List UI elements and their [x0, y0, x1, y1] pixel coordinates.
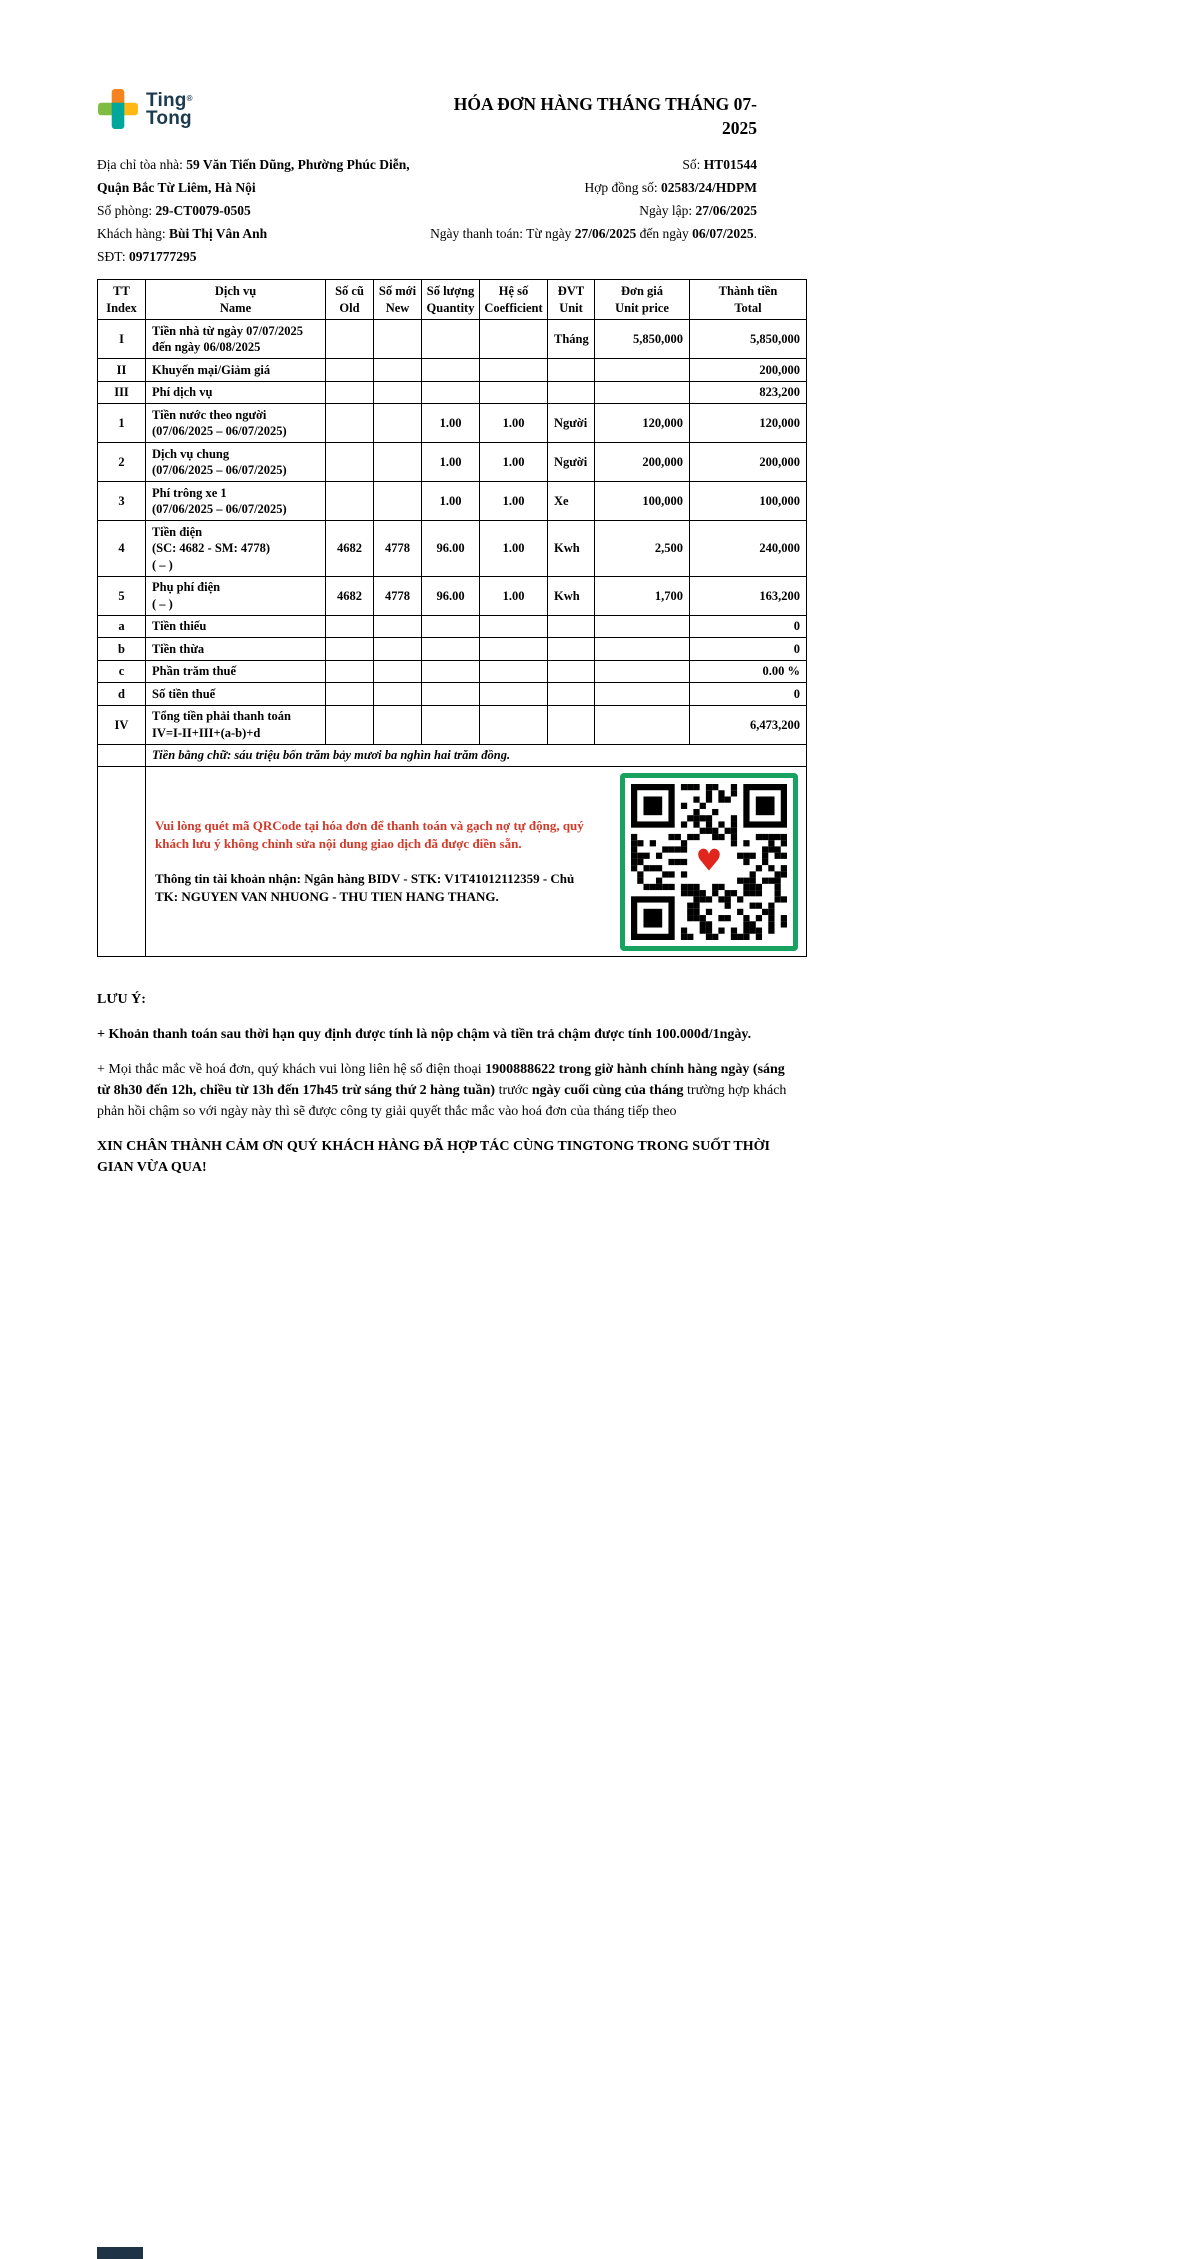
row-water: [98, 404, 807, 443]
cell-total: 0.00 %: [690, 660, 807, 683]
col-old: Số cũ Old: [326, 280, 374, 320]
cell-old: 4682: [326, 521, 374, 577]
cell-index: I: [98, 320, 146, 359]
cell-unit: Người: [548, 404, 595, 443]
cell-coefficient: [480, 615, 548, 638]
cell-old: [326, 683, 374, 706]
cell-index: IV: [98, 705, 146, 744]
qr-payment-note: Vui lòng quét mã QRCode tại hóa đơn để thanh toán và gạch nợ tự động, quý khách lưu ý không chỉnh sửa nội dung giao dịch đã được điền sẵn.: [155, 817, 584, 852]
cell-coefficient: [480, 683, 548, 706]
qr-instructions: [152, 817, 586, 907]
cell-service: Phí dịch vụ: [146, 381, 326, 404]
cell-new: [374, 443, 422, 482]
row-common-service: [98, 443, 807, 482]
customer-phone: SĐT: 0971777295: [97, 249, 197, 265]
cell-unit: Kwh: [548, 576, 595, 615]
invoice-info-right: [430, 153, 757, 268]
registered-mark: ®: [186, 94, 193, 103]
cell-unit-price: [595, 660, 690, 683]
cell-old: [326, 705, 374, 744]
cell-index: [98, 767, 146, 957]
row-shortage: [98, 615, 807, 638]
col-index: TT Index: [98, 280, 146, 320]
cell-service: Tiền điện (SC: 4682 - SM: 4778) ( – ): [146, 521, 326, 577]
cell-service: Phụ phí điện ( – ): [146, 576, 326, 615]
cell-unit: Tháng: [548, 320, 595, 359]
cell-new: [374, 482, 422, 521]
cell-quantity: [422, 660, 480, 683]
tingtong-logo: [97, 88, 193, 130]
cell-total: 200,000: [690, 359, 807, 382]
cell-coefficient: 1.00: [480, 404, 548, 443]
row-grand-total: [98, 705, 807, 744]
cell-quantity: 1.00: [422, 404, 480, 443]
cell-new: 4778: [374, 576, 422, 615]
contact-note: + Mọi thắc mắc về hoá đơn, quý khách vui lòng liên hệ số điện thoại 1900888622 trong giờ hành chính hàng ngày (sáng từ 8h30 đến 12h, chiều từ 13h đến 17h45 trừ sáng thứ 2 hàng tuần) trước ngày cuối cùng của tháng trường hợp khách phản hồi chậm so với ngày này thì sẽ được công ty giải quyết thắc mắc vào hoá đơn của tháng tiếp theo: [97, 1062, 787, 1120]
cell-service: Tiền thiếu: [146, 615, 326, 638]
cell-old: [326, 404, 374, 443]
cell-quantity: [422, 683, 480, 706]
invoice-table: [97, 279, 807, 957]
cell-total: 0: [690, 683, 807, 706]
qr-code: [620, 773, 798, 951]
cell-total: 6,473,200: [690, 705, 807, 744]
cell-total: 0: [690, 638, 807, 661]
cell-old: [326, 638, 374, 661]
cell-unit-price: [595, 638, 690, 661]
cell-new: [374, 615, 422, 638]
cell-old: [326, 482, 374, 521]
cell-service: Tổng tiền phải thanh toán IV=I-II+III+(a-b)+d: [146, 705, 326, 744]
cell-old: [326, 615, 374, 638]
cell-index: II: [98, 359, 146, 382]
cell-coefficient: 1.00: [480, 521, 548, 577]
row-tax-amount: [98, 683, 807, 706]
cell-total: 100,000: [690, 482, 807, 521]
logo-wordmark: Ting® Tong: [146, 90, 193, 129]
cell-index: 3: [98, 482, 146, 521]
cell-unit: Người: [548, 443, 595, 482]
cell-new: 4778: [374, 521, 422, 577]
col-unit: ĐVT Unit: [548, 280, 595, 320]
cell-total: 163,200: [690, 576, 807, 615]
thanks-note: XIN CHÂN THÀNH CẢM ƠN QUÝ KHÁCH HÀNG ĐÃ HỢP TÁC CÙNG TINGTONG TRONG SUỐT THỜI GIAN VỪA QUA!: [97, 1139, 770, 1176]
customer-name: Khách hàng: Bùi Thị Vân Anh: [97, 226, 268, 242]
cell-new: [374, 359, 422, 382]
cell-unit-price: 2,500: [595, 521, 690, 577]
col-quantity: Số lượng Quantity: [422, 280, 480, 320]
cell-unit-price: [595, 359, 690, 382]
cell-unit: [548, 381, 595, 404]
cell-unit-price: [595, 683, 690, 706]
cell-index: 5: [98, 576, 146, 615]
cell-service: Tiền nước theo người (07/06/2025 – 06/07/2025): [146, 404, 326, 443]
cell-quantity: 1.00: [422, 443, 480, 482]
cell-coefficient: [480, 320, 548, 359]
cell-service: Dịch vụ chung (07/06/2025 – 06/07/2025): [146, 443, 326, 482]
cell-new: [374, 660, 422, 683]
cell-service: Phần trăm thuế: [146, 660, 326, 683]
row-amount-in-words: [98, 744, 807, 767]
qr-section: [146, 767, 807, 957]
qr-heart-logo: ♥: [695, 843, 723, 879]
cell-unit: [548, 660, 595, 683]
cell-coefficient: [480, 660, 548, 683]
cell-coefficient: 1.00: [480, 443, 548, 482]
cell-unit: [548, 705, 595, 744]
table-header-row: [98, 280, 807, 320]
cell-index: c: [98, 660, 146, 683]
cell-unit-price: 200,000: [595, 443, 690, 482]
cell-index: a: [98, 615, 146, 638]
cell-unit: [548, 638, 595, 661]
row-rent: [98, 320, 807, 359]
col-service: Dịch vụ Name: [146, 280, 326, 320]
cell-coefficient: [480, 381, 548, 404]
cell-quantity: [422, 638, 480, 661]
cell-unit-price: 120,000: [595, 404, 690, 443]
cell-index: b: [98, 638, 146, 661]
cell-unit-price: [595, 381, 690, 404]
cell-old: [326, 320, 374, 359]
cell-unit: [548, 359, 595, 382]
cell-coefficient: 1.00: [480, 576, 548, 615]
footer-notes: [97, 989, 789, 1178]
cell-quantity: [422, 320, 480, 359]
cell-unit-price: 1,700: [595, 576, 690, 615]
cell-quantity: [422, 381, 480, 404]
cell-new: [374, 638, 422, 661]
row-tax-percent: [98, 660, 807, 683]
cell-coefficient: [480, 359, 548, 382]
row-discount: [98, 359, 807, 382]
cell-unit-price: [595, 615, 690, 638]
cell-total: 120,000: [690, 404, 807, 443]
cell-total: 5,850,000: [690, 320, 807, 359]
cell-new: [374, 381, 422, 404]
cell-unit: [548, 683, 595, 706]
cell-service: Tiền nhà từ ngày 07/07/2025 đến ngày 06/08/2025: [146, 320, 326, 359]
invoice-document: [97, 88, 806, 1192]
cell-index: d: [98, 683, 146, 706]
cell-unit: [548, 615, 595, 638]
invoice-number: Số: HT01544: [682, 157, 757, 173]
cell-quantity: 96.00: [422, 521, 480, 577]
issue-date: Ngày lập: 27/06/2025: [639, 203, 757, 219]
cell-quantity: [422, 359, 480, 382]
cell-unit-price: 100,000: [595, 482, 690, 521]
cell-index: 4: [98, 521, 146, 577]
invoice-info-left: [97, 153, 430, 268]
building-address: Địa chỉ tòa nhà: 59 Văn Tiến Dũng, Phường Phúc Diễn, Quận Bắc Từ Liêm, Hà Nội: [97, 157, 410, 196]
cell-coefficient: [480, 705, 548, 744]
cell-total: 0: [690, 615, 807, 638]
cell-total: 200,000: [690, 443, 807, 482]
cell-new: [374, 320, 422, 359]
cell-quantity: 1.00: [422, 482, 480, 521]
cell-service: Phí trông xe 1 (07/06/2025 – 06/07/2025): [146, 482, 326, 521]
col-coefficient: Hệ số Coefficient: [480, 280, 548, 320]
cell-quantity: [422, 615, 480, 638]
page-title: HÓA ĐƠN HÀNG THÁNG THÁNG 07- 2025: [453, 94, 757, 138]
row-service-fee: [98, 381, 807, 404]
cell-total: 240,000: [690, 521, 807, 577]
col-new: Số mới New: [374, 280, 422, 320]
cell-coefficient: [480, 638, 548, 661]
cell-index: 2: [98, 443, 146, 482]
cell-index: 1: [98, 404, 146, 443]
cell-quantity: [422, 705, 480, 744]
cell-old: 4682: [326, 576, 374, 615]
cell-unit-price: 5,850,000: [595, 320, 690, 359]
cell-unit: Kwh: [548, 521, 595, 577]
room-number: Số phòng: 29-CT0079-0505: [97, 203, 251, 219]
payment-period: Ngày thanh toán: Từ ngày 27/06/2025 đến ngày 06/07/2025.: [430, 226, 757, 242]
cell-total: 823,200: [690, 381, 807, 404]
cell-quantity: 96.00: [422, 576, 480, 615]
cell-service: Tiền thừa: [146, 638, 326, 661]
cell-service: Số tiền thuế: [146, 683, 326, 706]
row-qr: [98, 767, 807, 957]
cell-index: [98, 744, 146, 767]
cell-unit: Xe: [548, 482, 595, 521]
cell-new: [374, 404, 422, 443]
cell-old: [326, 660, 374, 683]
cell-new: [374, 683, 422, 706]
contract-number: Hợp đồng số: 02583/24/HDPM: [584, 180, 757, 196]
row-electricity: [98, 521, 807, 577]
tingtong-logo-icon: [97, 88, 139, 130]
cell-coefficient: 1.00: [480, 482, 548, 521]
late-payment-note: + Khoản thanh toán sau thời hạn quy định được tính là nộp chậm và tiền trả chậm được tính 100.000đ/1ngày.: [97, 1027, 752, 1043]
cell-old: [326, 381, 374, 404]
notes-heading: LƯU Ý:: [97, 992, 146, 1008]
cell-service: Khuyến mại/Giảm giá: [146, 359, 326, 382]
invoice-info: [97, 153, 806, 268]
row-parking: [98, 482, 807, 521]
cell-old: [326, 359, 374, 382]
next-section-edge: [97, 2247, 143, 2259]
col-unit-price: Đơn giá Unit price: [595, 280, 690, 320]
row-electricity-surcharge: [98, 576, 807, 615]
col-total: Thành tiền Total: [690, 280, 807, 320]
cell-index: III: [98, 381, 146, 404]
amount-in-words: Tiền bằng chữ: sáu triệu bốn trăm bảy mươi ba nghìn hai trăm đồng.: [146, 744, 807, 767]
row-excess: [98, 638, 807, 661]
bank-account-info: Thông tin tài khoản nhận: Ngân hàng BIDV - STK: V1T41012112359 - Chủ TK: NGUYEN VAN NHUONG - THU TIEN HANG THANG.: [155, 870, 575, 905]
document-header: [97, 88, 806, 140]
cell-unit-price: [595, 705, 690, 744]
cell-old: [326, 443, 374, 482]
cell-new: [374, 705, 422, 744]
